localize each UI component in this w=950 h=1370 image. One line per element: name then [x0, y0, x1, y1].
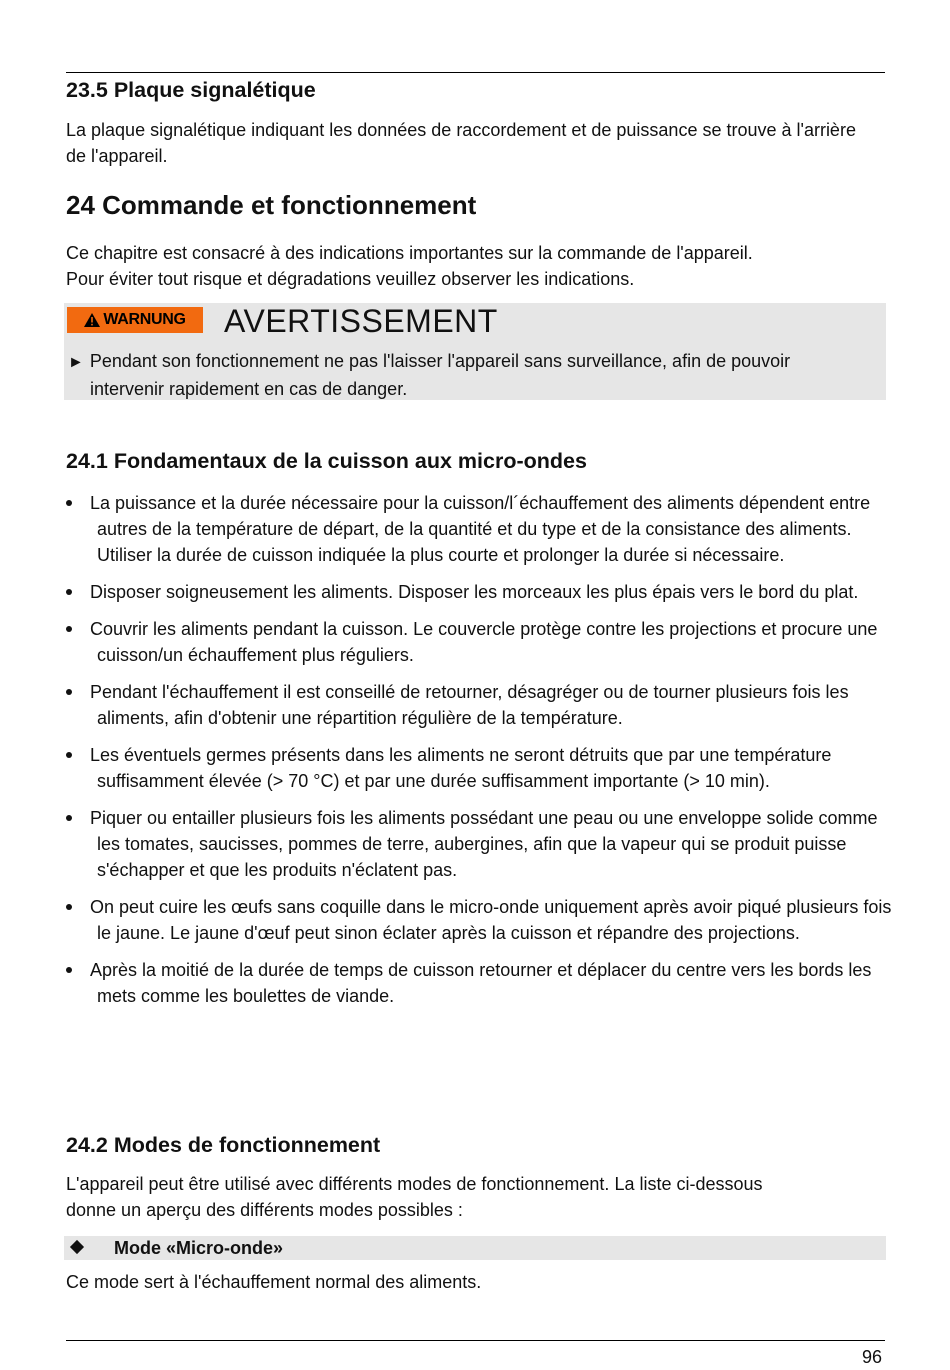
paragraph-commande-line1: Ce chapitre est consacré à des indications importantes sur la commande de l'appareil.: [66, 243, 753, 263]
page-number: 96: [861, 1347, 882, 1367]
warning-line2: intervenir rapidement en cas de danger.: [90, 379, 408, 399]
list-item: Pendant l'échauffement il est conseillé de retourner, désagréger ou de tourner plusieurs fois les aliments, afin d'obtenir une répartition régulière de la température.: [66, 679, 896, 731]
warning-title: AVERTISSEMENT: [224, 303, 498, 339]
warning-box: [64, 303, 886, 400]
warning-badge-label: WARNUNG: [103, 311, 186, 328]
bullet-dot-icon: [66, 904, 72, 910]
list-item: Après la moitié de la durée de temps de cuisson retourner et déplacer du centre vers les bords les mets comme les boulettes de viande.: [66, 957, 896, 1009]
top-rule: [66, 72, 885, 73]
warning-triangle-icon: [84, 313, 100, 327]
list-item: Disposer soigneusement les aliments. Disposer les morceaux les plus épais vers le bord du plat.: [66, 579, 896, 605]
bullet-dot-icon: [66, 815, 72, 821]
paragraph-commande-line2: Pour éviter tout risque et dégradations veuillez observer les indications.: [66, 269, 635, 289]
bullet-dot-icon: [66, 626, 72, 632]
bullet-list: [66, 490, 896, 1020]
bullet-dot-icon: [66, 752, 72, 758]
list-item: Couvrir les aliments pendant la cuisson. Le couvercle protège contre les projections et procure une cuisson/un échauffement plus réguliers.: [66, 616, 896, 668]
paragraph-plaque: La plaque signalétique indiquant les données de raccordement et de puissance se trouve à l'arrière de l'appareil.: [66, 120, 856, 166]
heading-24: 24 Commande et fonctionnement: [66, 190, 477, 220]
list-item: On peut cuire les œufs sans coquille dans le micro-onde uniquement après avoir piqué plusieurs fois le jaune. Le jaune d'œuf peut sinon éclater après la cuisson et répandre des projections.: [66, 894, 896, 946]
paragraph-modes-line2: donne un aperçu des différents modes possibles :: [66, 1200, 463, 1220]
list-item: Piquer ou entailler plusieurs fois les aliments possédant une peau ou une enveloppe solide comme les tomates, saucisses, pommes de terre, aubergines, afin que la vapeur qui se produit puisse s'échapper et que les produits n'éclatent pas.: [66, 805, 896, 883]
mode-header-bar: [64, 1236, 886, 1260]
list-item: Les éventuels germes présents dans les aliments ne seront détruits que par une température suffisamment élevée (> 70 °C) et par une durée suffisamment importante (> 10 min).: [66, 742, 896, 794]
list-item: La puissance et la durée nécessaire pour la cuisson/l´échauffement des aliments dépendent entre autres de la température de départ, de la quantité et du type et de la consistance des aliments. Utiliser la durée de cuisson indiquée la plus courte et prolonger la durée si nécessaire.: [66, 490, 896, 568]
paragraph-mode-description: Ce mode sert à l'échauffement normal des aliments.: [66, 1272, 482, 1292]
warning-text: [68, 348, 888, 402]
heading-24-2: 24.2 Modes de fonctionnement: [66, 1133, 381, 1157]
bullet-dot-icon: [66, 500, 72, 506]
paragraph-modes: [66, 1171, 886, 1223]
bullet-dot-icon: [66, 967, 72, 973]
bullet-dot-icon: [66, 589, 72, 595]
arrow-right-icon: ►: [68, 354, 84, 371]
diamond-icon: [70, 1240, 84, 1254]
warning-line1: Pendant son fonctionnement ne pas l'laisser l'appareil sans surveillance, afin de pouvoir: [89, 351, 791, 371]
bullet-dot-icon: [66, 689, 72, 695]
warning-badge: [67, 307, 203, 333]
heading-24-1: 24.1 Fondamentaux de la cuisson aux micro-ondes: [66, 449, 587, 473]
heading-23-5: 23.5 Plaque signalétique: [66, 78, 316, 102]
bottom-rule: [66, 1340, 885, 1341]
mode-label: Mode «Micro-onde»: [114, 1238, 284, 1258]
paragraph-modes-line1: L'appareil peut être utilisé avec différents modes de fonctionnement. La liste ci-dessous: [66, 1174, 763, 1194]
paragraph-commande: [66, 240, 886, 292]
